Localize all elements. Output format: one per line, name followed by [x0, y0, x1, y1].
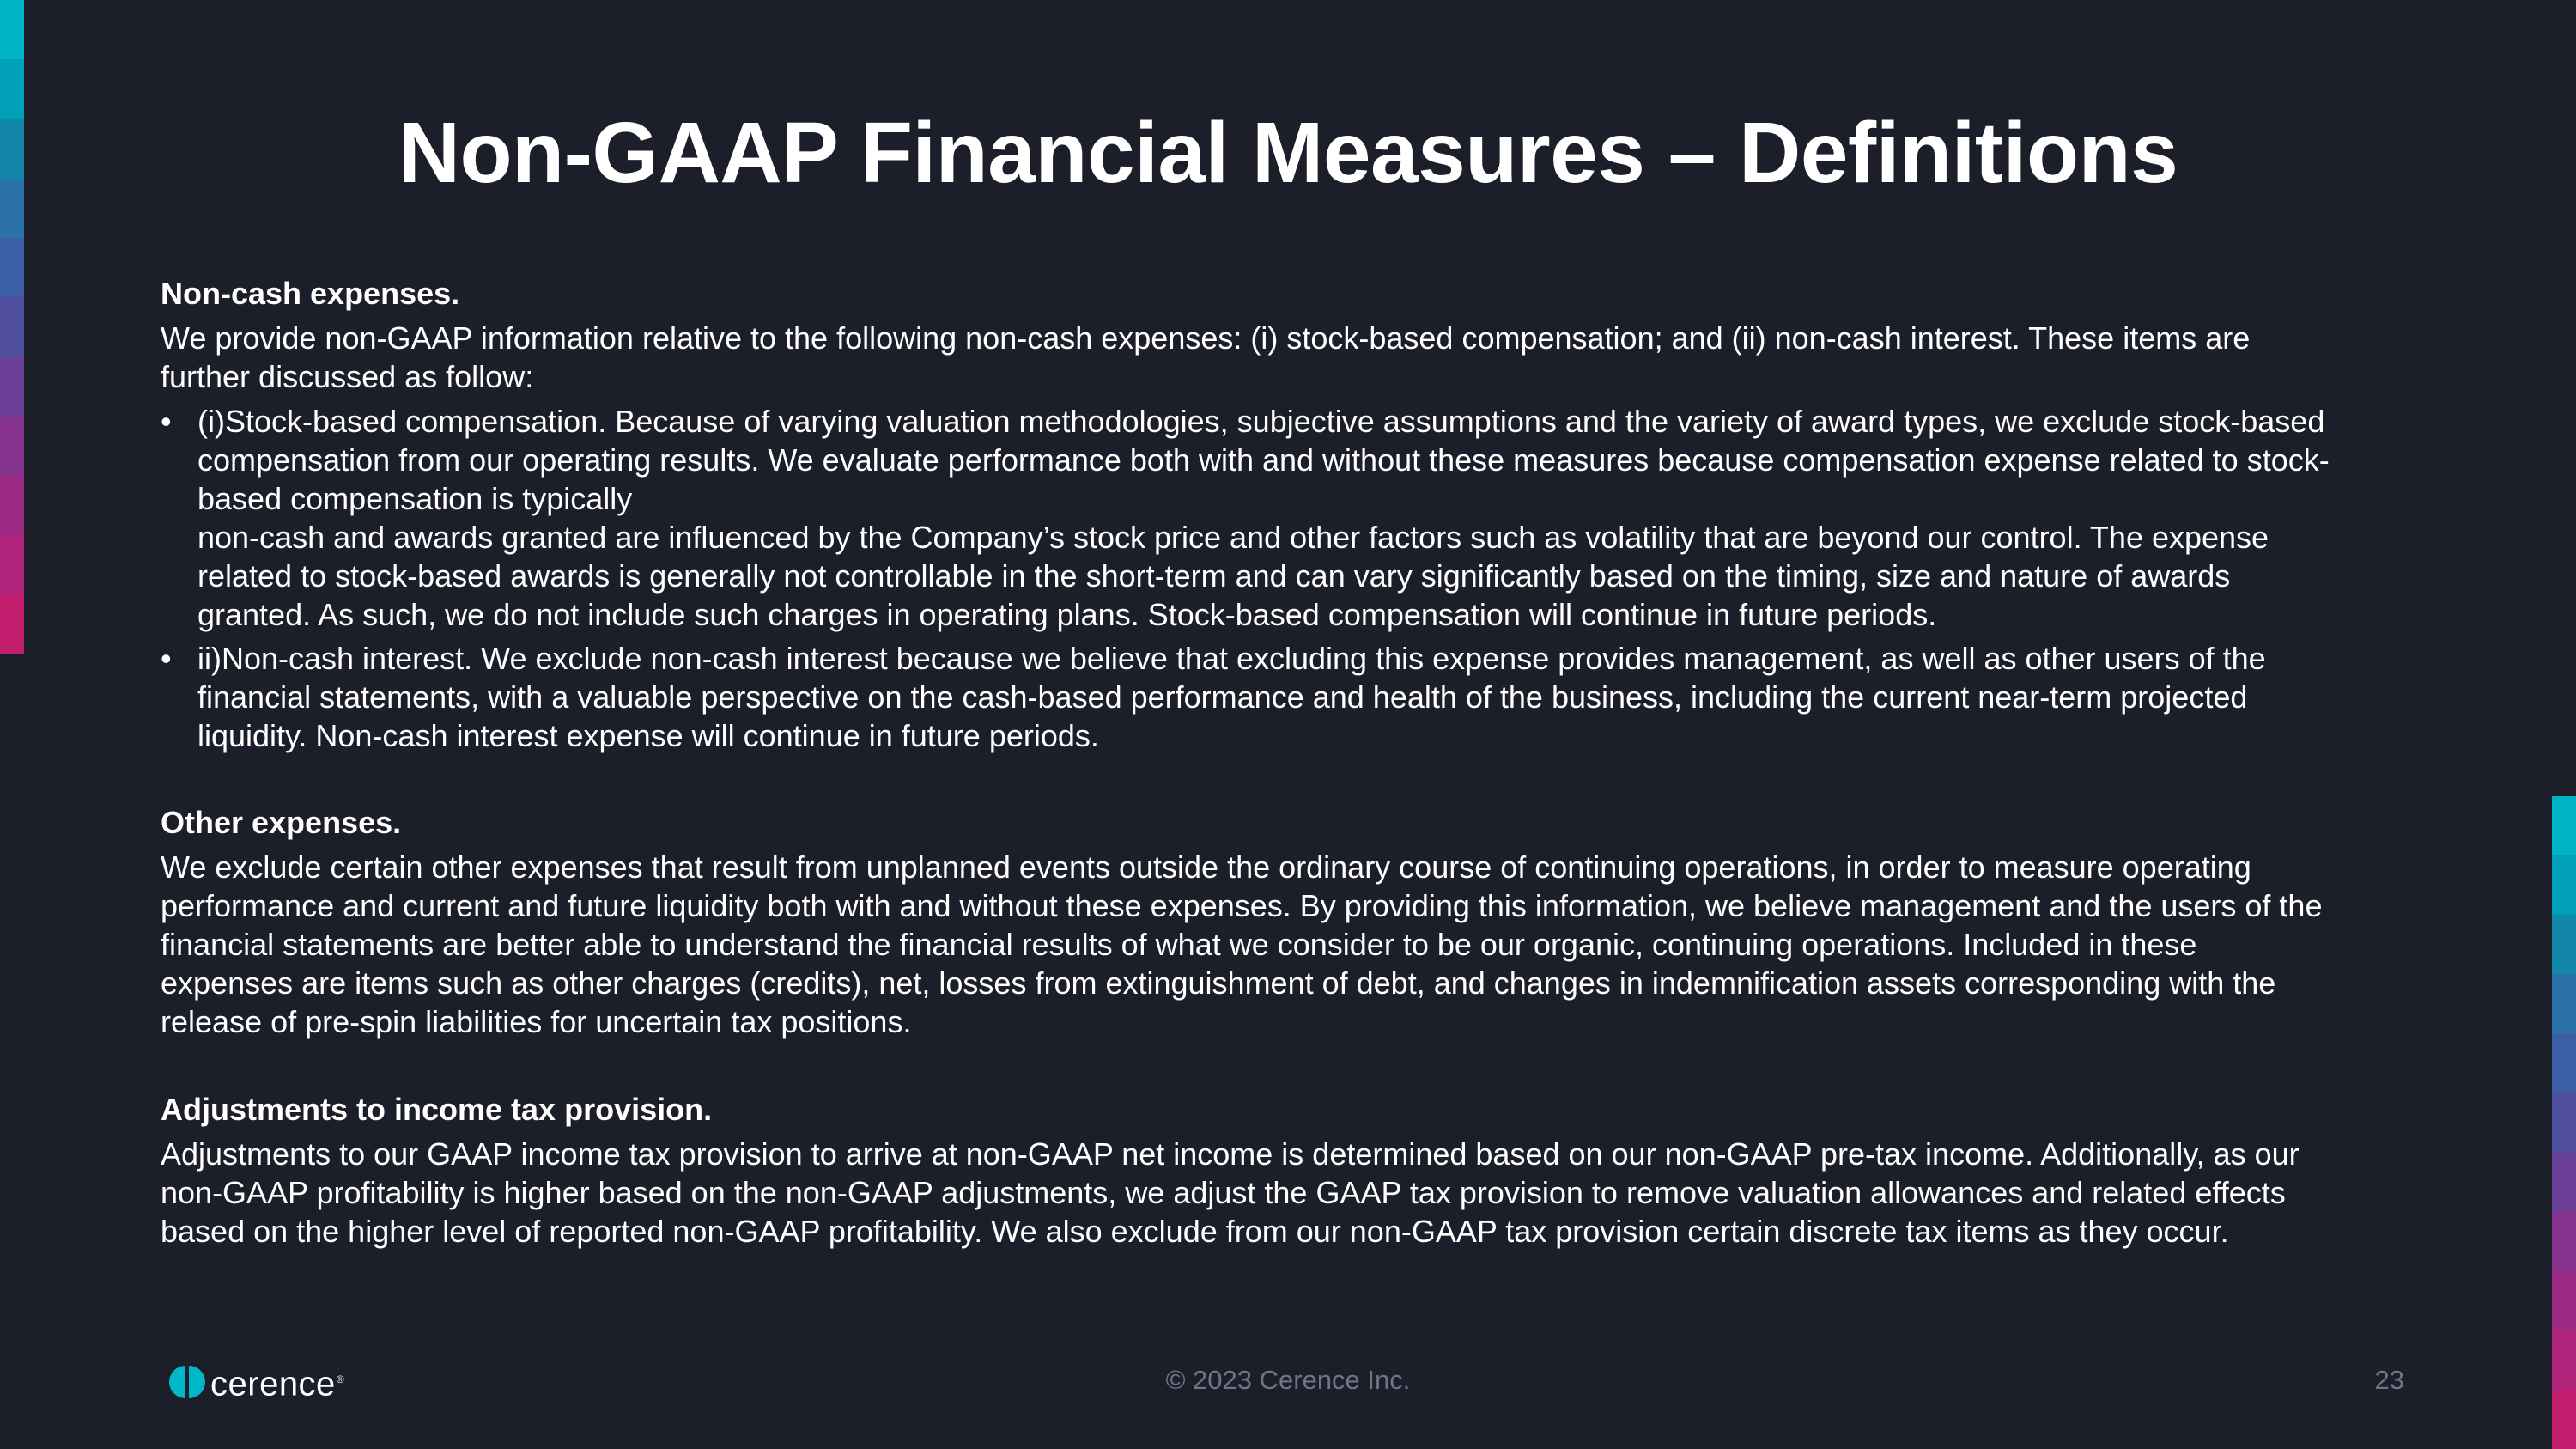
section-paragraph — [161, 319, 2427, 396]
right-accent-stripe — [2552, 796, 2576, 1449]
paragraph-line: Adjustments to our GAAP income tax provision to arrive at non-GAAP net income is determined based on our non-GAAP pre-tax income. Additionally, as our — [161, 1136, 2300, 1172]
left-accent-stripe — [0, 0, 24, 654]
section-paragraph — [161, 848, 2427, 1041]
stripe-segment — [2552, 1212, 2576, 1271]
section-non-cash-expenses — [161, 274, 2427, 755]
paragraph-line: further discussed as follow: — [161, 359, 534, 394]
bullet-list — [161, 402, 2427, 755]
paragraph-line: We exclude certain other expenses that result from unplanned events outside the ordinary course of continuing operations, in order to measure operating — [161, 849, 2251, 885]
section-spacer — [161, 1047, 2427, 1090]
paragraph-line: We provide non-GAAP information relative to the following non-cash expenses: (i) stock-based compensation; and (ii) non-cash interest. These items are — [161, 320, 2251, 356]
section-spacer — [161, 760, 2427, 803]
section-paragraph — [161, 1135, 2427, 1251]
stripe-segment — [0, 535, 24, 594]
bullet-line: financial statements, with a valuable perspective on the cash-based performance and health of the business, including the current near-term projected — [197, 679, 2248, 715]
stripe-segment — [0, 297, 24, 356]
paragraph-line: performance and current and future liquidity both with and without these expenses. By providing this information, we believe management and the users of the — [161, 888, 2323, 923]
section-heading: Non-cash expenses. — [161, 276, 460, 311]
stripe-segment — [0, 595, 24, 654]
stripe-segment — [2552, 1153, 2576, 1212]
page-number: 23 — [2374, 1365, 2404, 1395]
logo-text: cerence — [210, 1365, 336, 1403]
bullet-line: compensation from our operating results. We evaluate performance both with and without these measures because compensation expense related to stock- — [197, 442, 2330, 478]
stripe-segment — [2552, 1390, 2576, 1449]
slide-title: Non-GAAP Financial Measures – Definitions — [398, 105, 2178, 201]
bullet-icon: • — [161, 404, 172, 439]
stripe-segment — [2552, 974, 2576, 1033]
stripe-segment — [2552, 855, 2576, 915]
paragraph-line: release of pre-spin liabilities for uncertain tax positions. — [161, 1004, 912, 1039]
bullet-line: related to stock-based awards is generally not controllable in the short-term and can vary significantly based on the timing, size and nature of awards — [197, 558, 2231, 594]
bullet-line: ii)Non-cash interest. We exclude non-cash interest because we believe that excluding this expense provides management, as well as other users of the — [197, 641, 2266, 676]
stripe-segment — [0, 417, 24, 476]
bullet-line: non-cash and awards granted are influenced by the Company’s stock price and other factors such as volatility that are beyond our control. The expense — [197, 520, 2269, 555]
bullet-item-stock-based-compensation — [161, 402, 2427, 634]
section-heading: Adjustments to income tax provision. — [161, 1092, 713, 1127]
paragraph-line: expenses are items such as other charges (credits), net, losses from extinguishment of debt, and changes in indemnification assets corresponding with the — [161, 965, 2276, 1001]
section-heading: Other expenses. — [161, 805, 402, 840]
logo-trademark: ® — [336, 1373, 345, 1385]
copyright-notice: © 2023 Cerence Inc. — [1165, 1365, 1411, 1395]
bullet-icon: • — [161, 641, 172, 676]
bullet-line: based compensation is typically — [197, 481, 633, 516]
section-income-tax-adjustments — [161, 1090, 2427, 1251]
bullet-line: granted. As such, we do not include such charges in operating plans. Stock-based compensation will continue in future periods. — [197, 597, 1937, 632]
stripe-segment — [0, 0, 24, 59]
stripe-segment — [2552, 915, 2576, 974]
section-other-expenses — [161, 803, 2427, 1041]
paragraph-line: non-GAAP profitability is higher based on the non-GAAP adjustments, we adjust the GAAP tax provision to remove valuation allowances and related effects — [161, 1175, 2286, 1210]
stripe-segment — [2552, 1093, 2576, 1152]
slide-body — [161, 274, 2427, 1257]
stripe-segment — [2552, 1033, 2576, 1093]
paragraph-line: based on the higher level of reported non-GAAP profitability. We also exclude from our non-GAAP tax provision certain discrete tax items as they occur. — [161, 1214, 2229, 1249]
bullet-line: liquidity. Non-cash interest expense will continue in future periods. — [197, 718, 1099, 753]
paragraph-line: financial statements are better able to understand the financial results of what we consider to be our organic, continuing operations. Included in these — [161, 927, 2197, 962]
stripe-segment — [2552, 1271, 2576, 1330]
stripe-segment — [0, 476, 24, 535]
bullet-item-non-cash-interest — [161, 639, 2427, 755]
stripe-segment — [2552, 796, 2576, 855]
stripe-segment — [0, 357, 24, 417]
bullet-line: (i)Stock-based compensation. Because of varying valuation methodologies, subjective assumptions and the variety of award types, we exclude stock-based — [197, 404, 2325, 439]
stripe-segment — [0, 238, 24, 297]
